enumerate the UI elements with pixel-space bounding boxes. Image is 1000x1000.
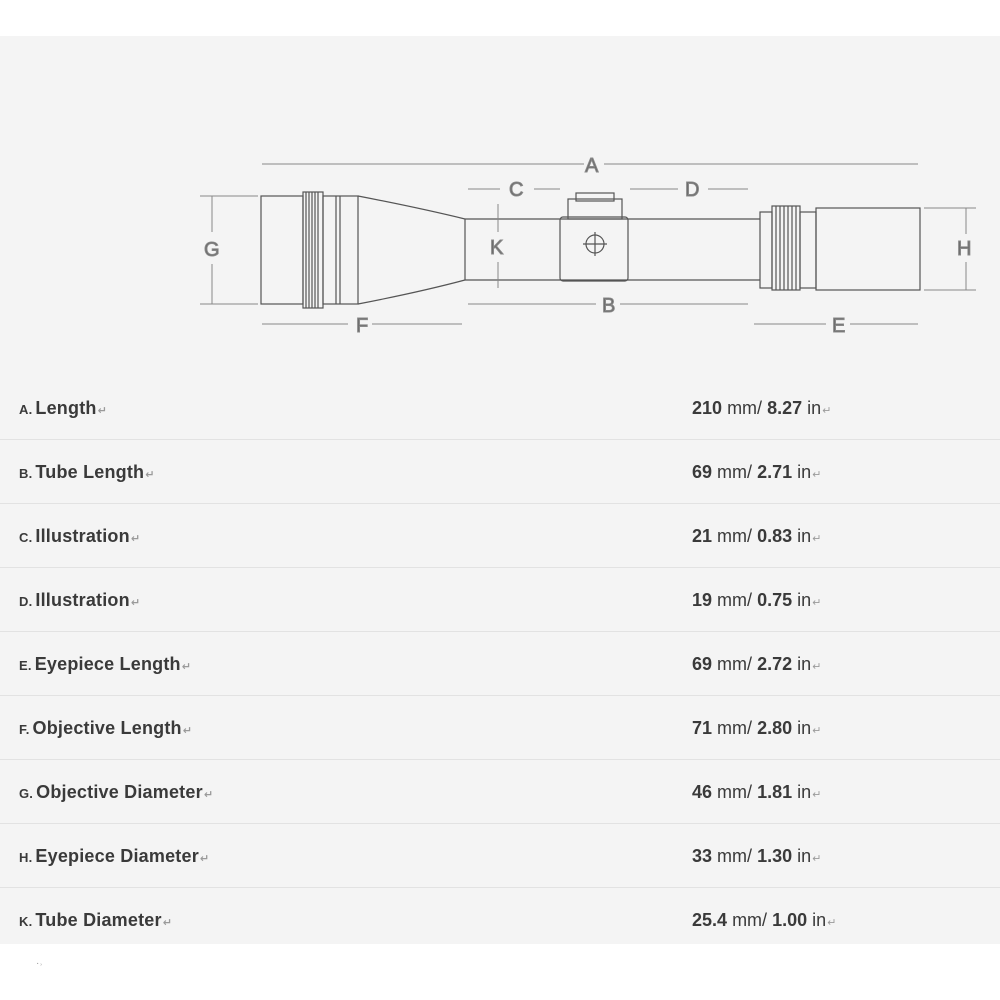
spec-mm-unit: mm/ [717, 462, 753, 482]
spec-label [19, 910, 172, 931]
spec-value [692, 846, 821, 867]
return-mark-icon: ↵ [822, 405, 832, 417]
spec-row [0, 760, 1000, 824]
stray-mark: ·˒ [36, 958, 43, 969]
spec-in-unit: in [797, 590, 812, 610]
dim-label-d: D [685, 179, 700, 201]
dim-label-b: B [602, 295, 616, 317]
spec-row [0, 376, 1000, 440]
spec-in-value: 0.75 [757, 590, 793, 610]
spec-in-value: 1.30 [757, 846, 793, 866]
spec-letter: G. [19, 786, 34, 801]
turret-saddle [560, 217, 628, 281]
spec-in-unit: in [797, 718, 812, 738]
return-mark-icon: ↵ [162, 917, 173, 929]
spec-in-value: 1.81 [757, 782, 793, 802]
return-mark-icon: ↵ [812, 789, 822, 801]
dim-label-g: G [204, 239, 220, 261]
spec-mm-unit: mm/ [717, 526, 753, 546]
return-mark-icon: ↵ [203, 789, 214, 801]
spec-mm-value: 69 [692, 462, 713, 482]
spec-panel [0, 36, 1000, 944]
spec-mm-unit: mm/ [732, 910, 768, 930]
return-mark-icon: ↵ [130, 533, 141, 545]
dimension-lines [200, 155, 976, 337]
return-mark-icon: ↵ [827, 917, 837, 929]
spec-mm-value: 19 [692, 590, 713, 610]
spec-row [0, 824, 1000, 888]
spec-letter: F. [19, 722, 30, 737]
spec-name: Tube Diameter [35, 910, 162, 930]
spec-value [692, 462, 821, 483]
return-mark-icon: ↵ [812, 661, 822, 673]
return-mark-icon: ↵ [145, 469, 155, 481]
spec-letter: A. [19, 402, 33, 417]
spec-in-unit: in [797, 782, 812, 802]
spec-in-value: 0.83 [757, 526, 793, 546]
spec-row [0, 440, 1000, 504]
spec-in-unit: in [797, 462, 812, 482]
spec-table [0, 376, 1000, 951]
elevation-turret [568, 199, 622, 219]
spec-value [692, 910, 836, 931]
dim-label-a: A [585, 155, 599, 177]
spec-letter: B. [19, 466, 33, 481]
spec-in-unit: in [807, 398, 822, 418]
return-mark-icon: ↵ [181, 661, 192, 673]
spec-letter: C. [19, 530, 33, 545]
spec-name: Objective Diameter [36, 782, 203, 802]
spec-name: Eyepiece Diameter [35, 846, 199, 866]
spec-label [19, 590, 140, 611]
spec-letter: D. [19, 594, 33, 609]
spec-name: Tube Length [35, 462, 145, 482]
return-mark-icon: ↵ [812, 469, 822, 481]
spec-mm-value: 210 [692, 398, 723, 418]
spec-name: Illustration [35, 590, 130, 610]
spec-row [0, 888, 1000, 951]
spec-value [692, 398, 831, 419]
return-mark-icon: ↵ [97, 405, 108, 417]
spec-name: Objective Length [32, 718, 182, 738]
spec-mm-unit: mm/ [717, 782, 753, 802]
spec-mm-value: 33 [692, 846, 713, 866]
dim-label-f: F [356, 315, 369, 337]
spec-mm-value: 71 [692, 718, 713, 738]
spec-letter: E. [19, 658, 32, 673]
spec-in-value: 2.72 [757, 654, 793, 674]
spec-row [0, 568, 1000, 632]
dim-label-c: C [509, 179, 524, 201]
spec-label [19, 846, 209, 867]
spec-mm-unit: mm/ [717, 846, 753, 866]
spec-value [692, 654, 821, 675]
spec-mm-unit: mm/ [717, 654, 753, 674]
return-mark-icon: ↵ [812, 597, 822, 609]
spec-row [0, 696, 1000, 760]
return-mark-icon: ↵ [812, 853, 822, 865]
spec-mm-value: 69 [692, 654, 713, 674]
riflescope-outline [261, 192, 920, 308]
spec-value [692, 718, 821, 739]
spec-name: Eyepiece Length [34, 654, 181, 674]
spec-mm-value: 25.4 [692, 910, 728, 930]
spec-label [19, 718, 192, 739]
spec-row [0, 632, 1000, 696]
spec-label [19, 526, 140, 547]
return-mark-icon: ↵ [182, 725, 193, 737]
spec-label [19, 462, 155, 483]
return-mark-icon: ↵ [130, 597, 141, 609]
spec-in-unit: in [797, 526, 812, 546]
spec-label [19, 782, 213, 803]
return-mark-icon: ↵ [199, 853, 210, 865]
spec-letter: H. [19, 850, 33, 865]
spec-mm-unit: mm/ [717, 590, 753, 610]
spec-in-unit: in [797, 654, 812, 674]
dim-label-k: K [490, 237, 504, 259]
spec-mm-unit: mm/ [727, 398, 763, 418]
objective-bell [261, 196, 303, 304]
spec-value [692, 590, 821, 611]
scope-diagram [0, 36, 1000, 376]
return-mark-icon: ↵ [812, 725, 822, 737]
spec-name: Illustration [35, 526, 130, 546]
dim-label-h: H [957, 238, 972, 260]
spec-mm-value: 46 [692, 782, 713, 802]
return-mark-icon: ↵ [812, 533, 822, 545]
spec-mm-value: 21 [692, 526, 713, 546]
spec-value [692, 782, 821, 803]
spec-in-unit: in [812, 910, 827, 930]
spec-label [19, 654, 191, 675]
riflescope-dimension-drawing [0, 36, 1000, 376]
spec-mm-unit: mm/ [717, 718, 753, 738]
spec-label [19, 398, 107, 419]
spec-in-value: 2.80 [757, 718, 793, 738]
spec-name: Length [35, 398, 97, 418]
spec-in-unit: in [797, 846, 812, 866]
dim-label-e: E [832, 315, 846, 337]
spec-letter: K. [19, 914, 33, 929]
spec-row [0, 504, 1000, 568]
eyepiece-bell [816, 208, 920, 290]
spec-in-value: 2.71 [757, 462, 793, 482]
spec-value [692, 526, 821, 547]
spec-in-value: 8.27 [767, 398, 803, 418]
spec-in-value: 1.00 [772, 910, 808, 930]
